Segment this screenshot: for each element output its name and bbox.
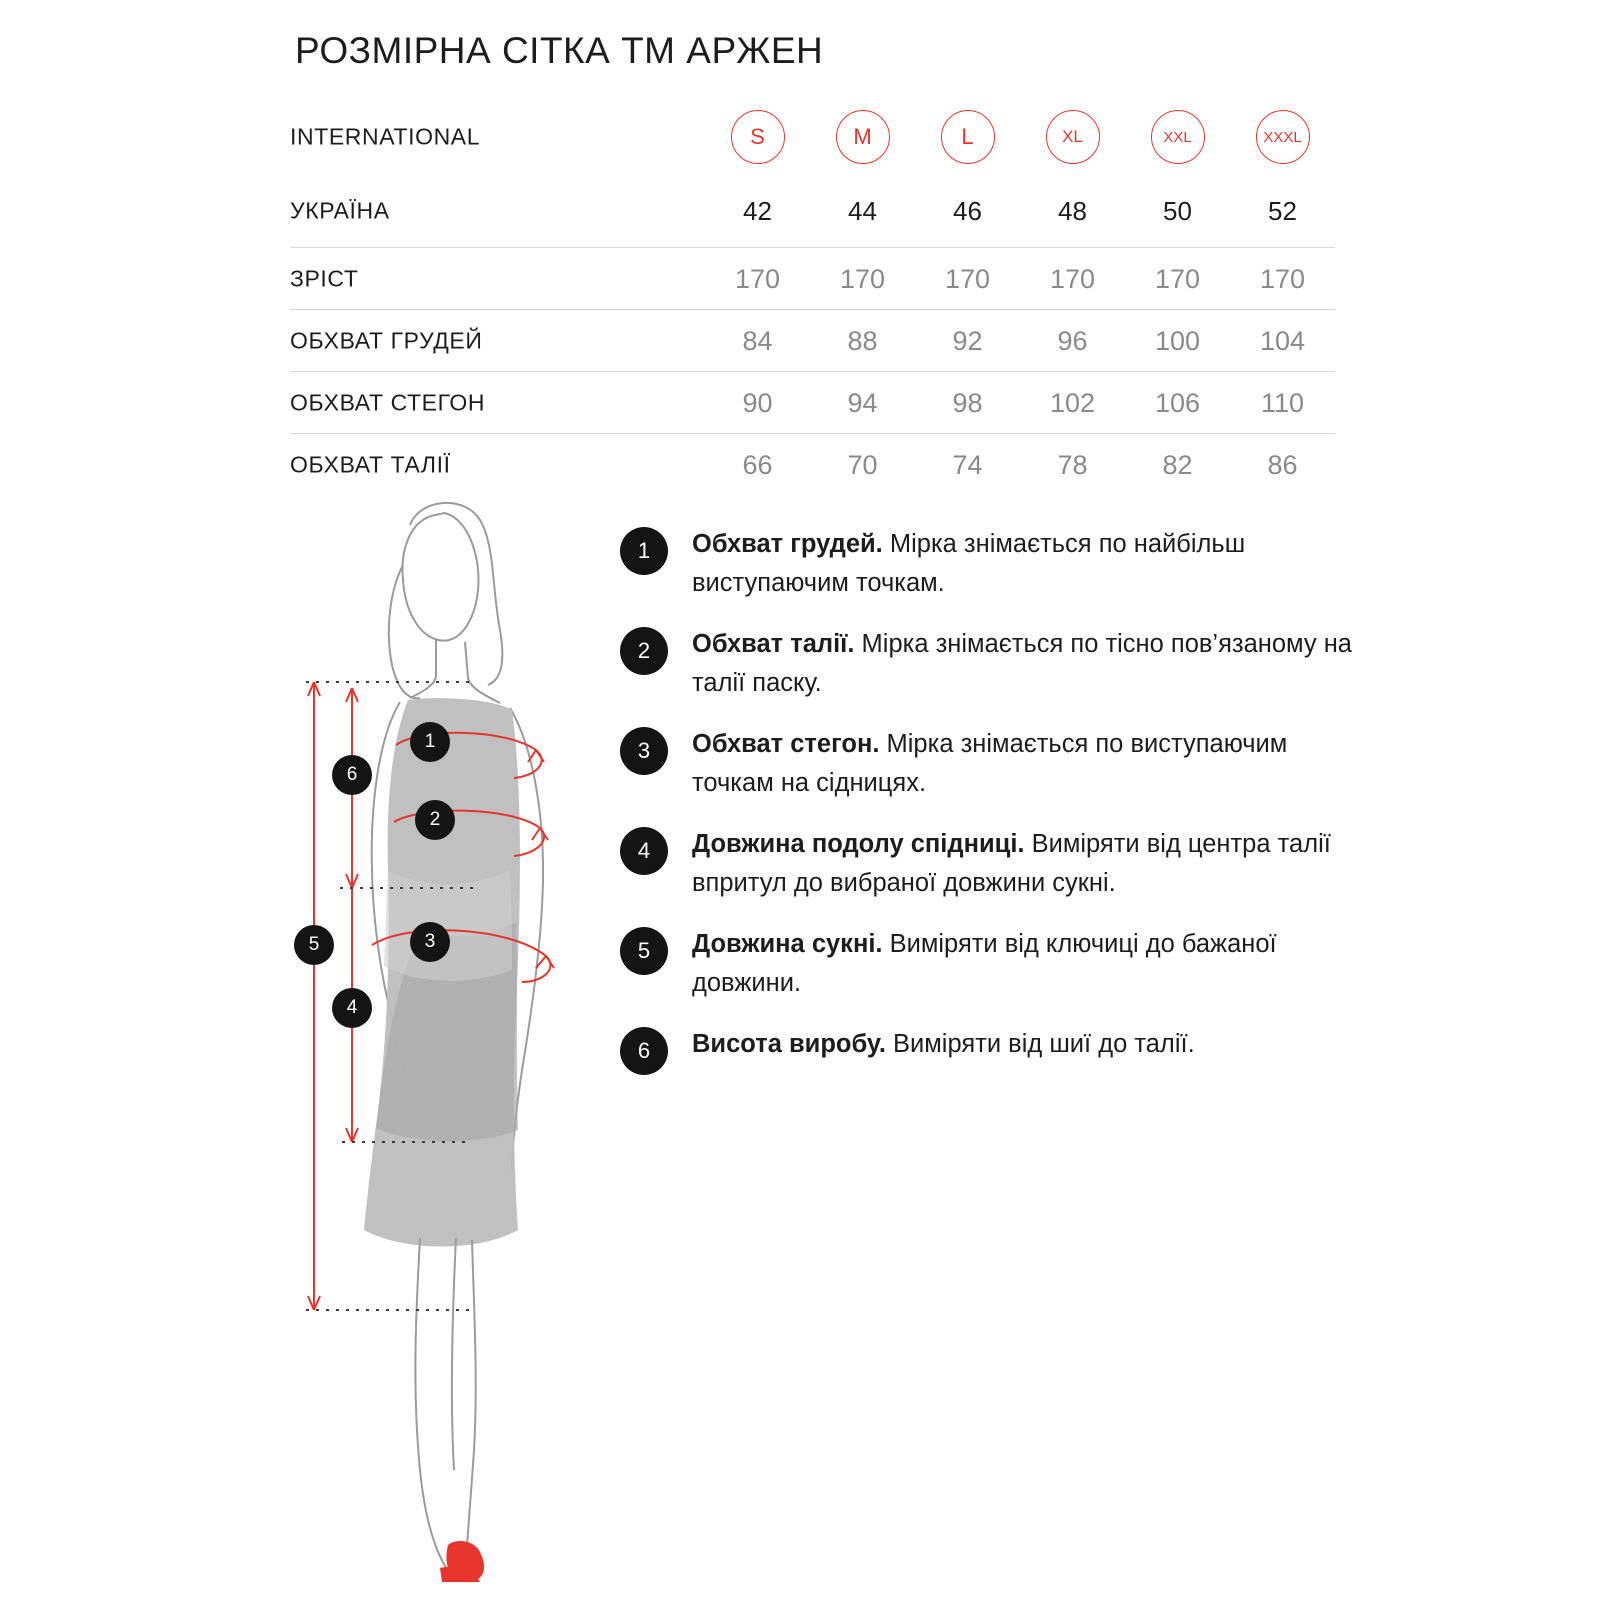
size-cell: 70: [847, 449, 878, 480]
row-values-hips: [705, 372, 1335, 434]
measurement-legend: [620, 525, 1360, 1103]
legend-description: Виміряти від ключиці до бажаної довжини.: [692, 930, 1277, 997]
size-cell: 170: [734, 263, 781, 294]
row-label-height: ЗРІСТ: [290, 265, 359, 292]
legend-number-badge: 3: [620, 727, 668, 775]
size-cell: 42: [743, 195, 772, 226]
figure-marker-waist: 2: [415, 800, 455, 840]
size-table: [290, 100, 1335, 496]
legend-text: [692, 925, 1360, 1003]
size-badge-xxxl: XXXL: [1256, 110, 1310, 164]
legend-number-badge: 4: [620, 827, 668, 875]
row-values-height: [705, 248, 1335, 310]
row-values-international: [705, 100, 1335, 174]
size-cell: 106: [1154, 387, 1201, 418]
legend-title: Обхват грудей.: [692, 530, 883, 558]
size-cell: 110: [1260, 387, 1305, 418]
size-cell: [915, 100, 1020, 174]
legend-number-badge: 2: [620, 627, 668, 675]
legend-text: [692, 825, 1360, 903]
size-badge-xxl: XXL: [1151, 110, 1205, 164]
size-cell: 170: [944, 263, 991, 294]
row-label-ukraine: УКРАЇНА: [290, 197, 390, 224]
figure-marker-product-height: 6: [332, 755, 372, 795]
size-cell: 84: [742, 325, 773, 356]
legend-description: Виміряти від шиї до талії.: [885, 1030, 1195, 1058]
table-row: [290, 100, 1335, 174]
size-cell: 50: [1163, 195, 1192, 226]
table-row: [290, 174, 1335, 248]
female-figure-svg: [260, 470, 620, 1590]
size-badge-m: M: [836, 110, 890, 164]
row-values-bust: [705, 310, 1335, 372]
size-cell: 104: [1259, 325, 1306, 356]
size-cell: 52: [1268, 195, 1297, 226]
size-cell: 170: [1259, 263, 1306, 294]
size-cell: [705, 100, 810, 174]
legend-title: Довжина сукні.: [692, 930, 883, 958]
legend-description: Виміряти від центра талії впритул до вибраної довжини сукні.: [692, 830, 1331, 897]
size-badge-l: L: [941, 110, 995, 164]
legend-description: Мірка знімається по тісно пов’язаному на талії паску.: [692, 630, 1352, 697]
size-cell: 66: [742, 449, 773, 480]
legend-item-hips: [620, 725, 1360, 803]
size-cell: 102: [1049, 387, 1096, 418]
legend-text: [692, 725, 1360, 803]
figure-marker-dress-length: 5: [294, 925, 334, 965]
size-cell: [1230, 100, 1335, 174]
legend-description: Мірка знімається по найбільш виступаючим точкам.: [692, 530, 1246, 597]
size-cell: 170: [1049, 263, 1096, 294]
measurement-figure-illustration: [260, 470, 620, 1590]
size-badge-xl: XL: [1046, 110, 1100, 164]
row-values-waist: [705, 434, 1335, 496]
figure-marker-bust: 1: [410, 722, 450, 762]
size-cell: 46: [953, 195, 982, 226]
legend-item-waist: [620, 625, 1360, 703]
size-cell: [1020, 100, 1125, 174]
figure-marker-hips: 3: [410, 922, 450, 962]
size-cell: 86: [1267, 449, 1298, 480]
legend-item-dress-length: [620, 925, 1360, 1003]
size-cell: 100: [1154, 325, 1201, 356]
legend-item-bust: [620, 525, 1360, 603]
legend-title: Висота виробу.: [692, 1030, 886, 1058]
legend-text: [692, 1025, 1360, 1064]
size-cell: 90: [742, 387, 773, 418]
size-cell: 78: [1057, 449, 1088, 480]
row-label-hips: ОБХВАТ СТЕГОН: [290, 389, 486, 416]
table-row: [290, 372, 1335, 434]
figure-marker-skirt-length: 4: [332, 988, 372, 1028]
legend-text: [692, 625, 1360, 703]
legend-title: Обхват стегон.: [692, 730, 880, 758]
size-cell: [1125, 100, 1230, 174]
legend-number-badge: 1: [620, 527, 668, 575]
size-cell: 94: [847, 387, 878, 418]
row-label-bust: ОБХВАТ ГРУДЕЙ: [290, 327, 483, 354]
legend-number-badge: 6: [620, 1027, 668, 1075]
size-cell: 98: [952, 387, 983, 418]
legend-item-skirt-length: [620, 825, 1360, 903]
size-badge-s: S: [731, 110, 785, 164]
size-cell: [810, 100, 915, 174]
table-row: [290, 248, 1335, 310]
size-cell: 170: [1154, 263, 1201, 294]
size-cell: 82: [1162, 449, 1193, 480]
size-cell: 170: [839, 263, 886, 294]
row-label-waist: ОБХВАТ ТАЛІЇ: [290, 451, 451, 478]
size-cell: 48: [1058, 195, 1087, 226]
legend-number-badge: 5: [620, 927, 668, 975]
legend-title: Обхват талії.: [692, 630, 855, 658]
legend-title: Довжина подолу спідниці.: [692, 830, 1025, 858]
legend-item-product-height: [620, 1025, 1360, 1081]
table-row: [290, 310, 1335, 372]
size-cell: 44: [848, 195, 877, 226]
size-cell: 74: [952, 449, 983, 480]
row-label-international: INTERNATIONAL: [290, 123, 481, 150]
legend-text: [692, 525, 1360, 603]
size-cell: 88: [847, 325, 878, 356]
size-cell: 92: [952, 325, 983, 356]
page-title: РОЗМІРНА СІТКА ТМ АРЖЕН: [295, 30, 824, 71]
legend-description: Мірка знімається по виступаючим точкам на сідницях.: [692, 730, 1288, 797]
size-cell: 96: [1057, 325, 1088, 356]
row-values-ukraine: [705, 174, 1335, 248]
